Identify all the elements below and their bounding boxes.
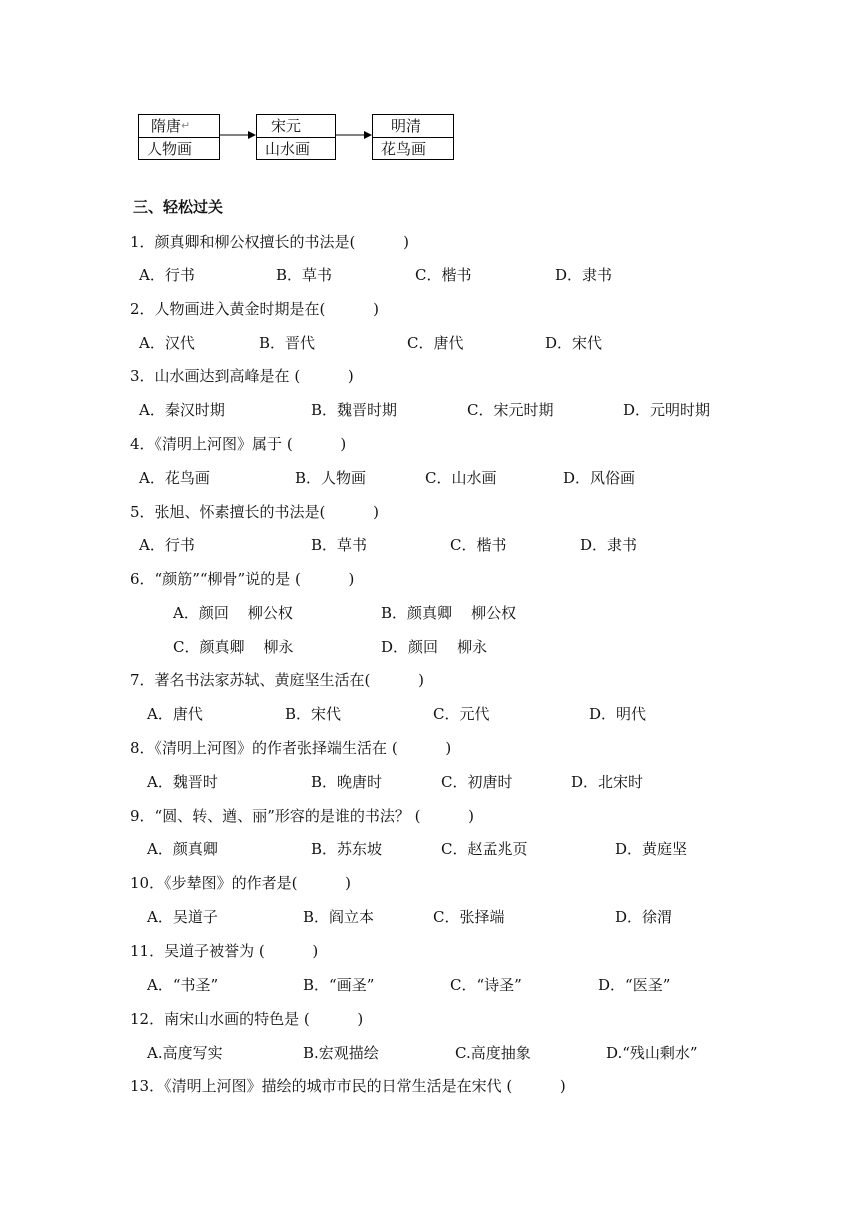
question-text: 10．《步辇图》的作者是( ): [130, 874, 351, 892]
question-text: 11．吴道子被誉为 ( ): [130, 942, 319, 960]
option-a: A．颜真卿: [147, 840, 218, 858]
question-text: 13．《清明上河图》描绘的城市市民的日常生活是在宋代 ( ): [130, 1077, 566, 1095]
option-a: A．颜回 柳公权: [173, 604, 293, 622]
option-d: D．北宋时: [571, 773, 644, 791]
option-d: D．隶书: [555, 266, 613, 284]
option-b: B．魏晋时期: [311, 401, 398, 419]
option-a: A．花鸟画: [139, 469, 210, 487]
question-text: 2．人物画进入黄金时期是在( ): [130, 300, 379, 318]
option-b: B．苏东坡: [311, 840, 383, 858]
option-c: C．山水画: [425, 469, 497, 487]
question-text: 9．“圆、转、遒、丽”形容的是谁的书法？ ( ): [130, 807, 475, 825]
option-b: B．晚唐时: [311, 773, 383, 791]
option-a: A．行书: [139, 266, 195, 284]
arrow-right-icon: [220, 130, 256, 140]
option-a: A．汉代: [139, 334, 195, 352]
option-b: B．草书: [311, 536, 368, 554]
option-d: D．宋代: [545, 334, 603, 352]
flow-box-genre: 花鸟画: [381, 140, 427, 158]
option-c: C．张择端: [433, 908, 505, 926]
option-b: B．晋代: [259, 334, 316, 352]
return-mark-icon: ↵: [181, 119, 191, 132]
option-d: D．黄庭坚: [615, 840, 688, 858]
question-text: 8．《清明上河图》的作者张择端生活在 ( ): [130, 739, 452, 757]
flow-box-dynasty: 宋元: [257, 115, 335, 138]
option-c: C.高度抽象: [455, 1044, 531, 1062]
arrow-right-icon: [336, 130, 372, 140]
option-a: A．唐代: [147, 705, 203, 723]
option-a: A．吴道子: [147, 908, 218, 926]
option-b: B．颜真卿 柳公权: [381, 604, 517, 622]
option-a: A．魏晋时: [147, 773, 218, 791]
option-a: A．“书圣”: [147, 976, 219, 994]
flow-box-genre: 人物画: [147, 140, 193, 158]
option-c: C．初唐时: [441, 773, 513, 791]
option-b: B．草书: [276, 266, 333, 284]
flow-box-dynasty: 隋唐: [151, 117, 182, 135]
option-a: A.高度写实: [147, 1044, 223, 1062]
option-b: B.宏观描绘: [303, 1044, 379, 1062]
question-text: 12．南宋山水画的特色是 ( ): [130, 1010, 364, 1028]
question-text: 1．颜真卿和柳公权擅长的书法是( ): [130, 233, 409, 251]
option-c: C．唐代: [407, 334, 464, 352]
option-b: B．宋代: [285, 705, 342, 723]
option-c: C．元代: [433, 705, 490, 723]
option-c: C．楷书: [415, 266, 472, 284]
question-text: 7．著名书法家苏轼、黄庭坚生活在( ): [130, 671, 424, 689]
flow-box-song-yuan: [256, 114, 336, 160]
flow-box-genre: 山水画: [265, 140, 311, 158]
option-b: B．“画圣”: [303, 976, 375, 994]
option-d: D.“残山剩水”: [606, 1044, 698, 1062]
option-b: B．阎立本: [303, 908, 375, 926]
question-text: 3．山水画达到高峰是在 ( ): [130, 367, 354, 385]
question-text: 5．张旭、怀素擅长的书法是( ): [130, 503, 379, 521]
option-c: C．颜真卿 柳永: [173, 638, 294, 656]
flow-box-sui-tang: [138, 114, 220, 160]
section-title: 三、轻松过关: [133, 198, 224, 216]
option-a: A．行书: [139, 536, 195, 554]
option-d: D．风俗画: [563, 469, 636, 487]
flow-box-dynasty: 明清: [373, 115, 453, 138]
option-d: D．明代: [589, 705, 647, 723]
option-d: D．元明时期: [623, 401, 711, 419]
option-c: C．楷书: [450, 536, 507, 554]
option-d: D．徐渭: [615, 908, 673, 926]
question-text: 6．“颜筋”“柳骨”说的是 ( ): [130, 570, 355, 588]
option-b: B．人物画: [295, 469, 367, 487]
dynasty-painting-flow-diagram: [138, 114, 454, 162]
option-d: D．颜回 柳永: [381, 638, 488, 656]
option-c: C．宋元时期: [467, 401, 554, 419]
option-c: C．“诗圣”: [450, 976, 522, 994]
question-text: 4．《清明上河图》属于 ( ): [130, 435, 347, 453]
option-a: A．秦汉时期: [139, 401, 225, 419]
option-d: D．“医圣”: [598, 976, 671, 994]
flow-box-ming-qing: [372, 114, 454, 160]
option-d: D．隶书: [580, 536, 638, 554]
option-c: C．赵孟兆页: [441, 840, 528, 858]
